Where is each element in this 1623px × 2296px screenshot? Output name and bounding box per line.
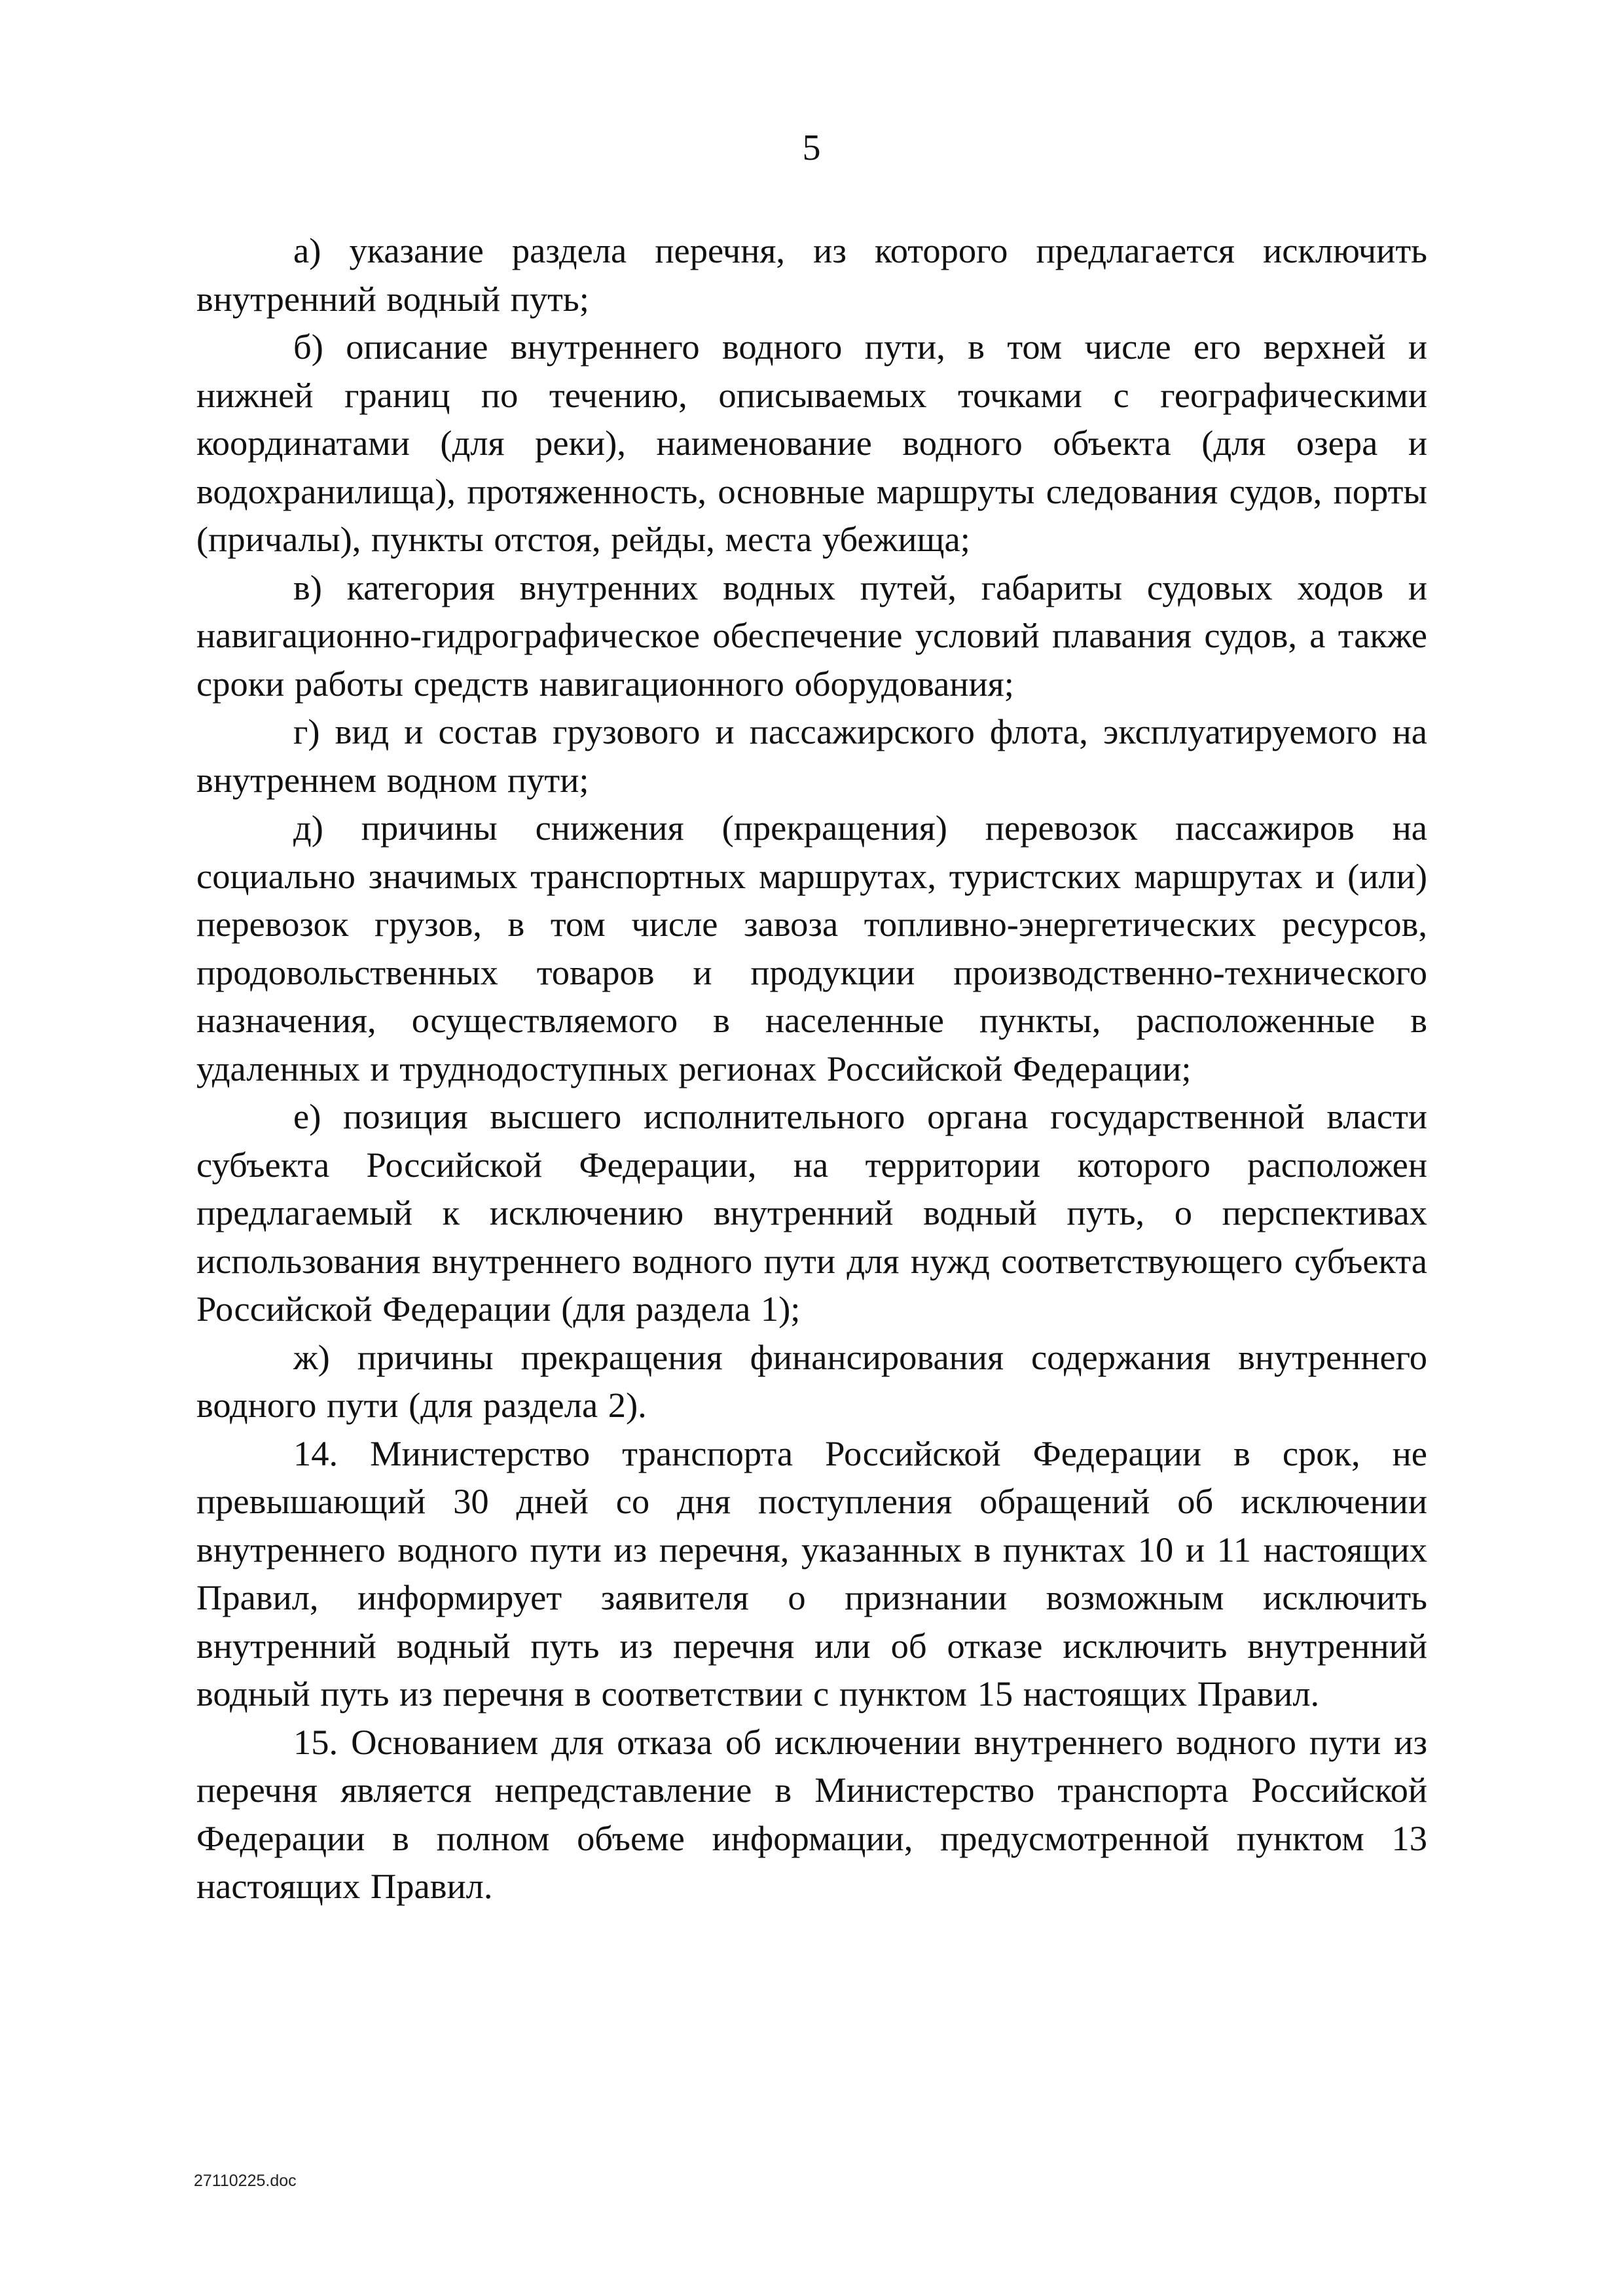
paragraph-d: д) причины снижения (прекращения) перевозок пассажиров на социально значимых транспортных маршрутах, туристских маршрутах и (или) перевозок грузов, в том числе завоза топливно-энергетических ресурсов, продовольственных товаров и продукции производственно-технического назначения, осуществляемого в населенные пункты, расположенные в удаленных и труднодоступных регионах Российской Федерации; (196, 808, 1427, 1088)
paragraph-15: 15. Основанием для отказа об исключении внутреннего водного пути из перечня является непредставление в Министерство транспорта Российской Федерации в полном объеме информации, предусмотренной пунктом 13 настоящих Правил. (196, 1721, 1427, 1906)
page-number: 5 (802, 128, 821, 168)
paragraph-e: е) позиция высшего исполнительного органа государственной власти субъекта Российской Федерации, на территории которого расположен предлагаемый к исключению внутренний водный путь, о перспективах использования внутреннего водного пути для нужд соответствующего субъекта Российской Федерации (для раздела 1); (196, 1096, 1427, 1329)
paragraph-v: в) категория внутренних водных путей, габариты судовых ходов и навигационно-гидрографическое обеспечение условий плавания судов, а также сроки работы средств навигационного оборудования; (196, 567, 1427, 704)
paragraph-a: а) указание раздела перечня, из которого предлагается исключить внутренний водный путь; (196, 230, 1427, 319)
paragraph-b: б) описание внутреннего водного пути, в том числе его верхней и нижней границ по течению, описываемых точками с географическими координатами (для реки), наименование водного объекта (для озера и водохранилища), протяженность, основные маршруты следования судов, порты (причалы), пункты отстоя, рейды, места убежища; (196, 327, 1427, 559)
paragraph-14: 14. Министерство транспорта Российской Федерации в срок, не превышающий 30 дней со дня поступления обращений об исключении внутреннего водного пути из перечня, указанных в пунктах 10 и 11 настоящих Правил, информирует заявителя о признании возможным исключить внутренний водный путь из перечня или об отказе исключить внутренний водный путь из перечня в соответствии с пунктом 15 настоящих Правил. (196, 1433, 1427, 1713)
paragraph-g: г) вид и состав грузового и пассажирского флота, эксплуатируемого на внутреннем водном пути; (196, 711, 1427, 800)
paragraph-zh: ж) причины прекращения финансирования содержания внутреннего водного пути (для раздела 2). (196, 1336, 1427, 1425)
document-body (196, 226, 1427, 1910)
footer-doc-code: 27110225.doc (194, 2172, 297, 2190)
